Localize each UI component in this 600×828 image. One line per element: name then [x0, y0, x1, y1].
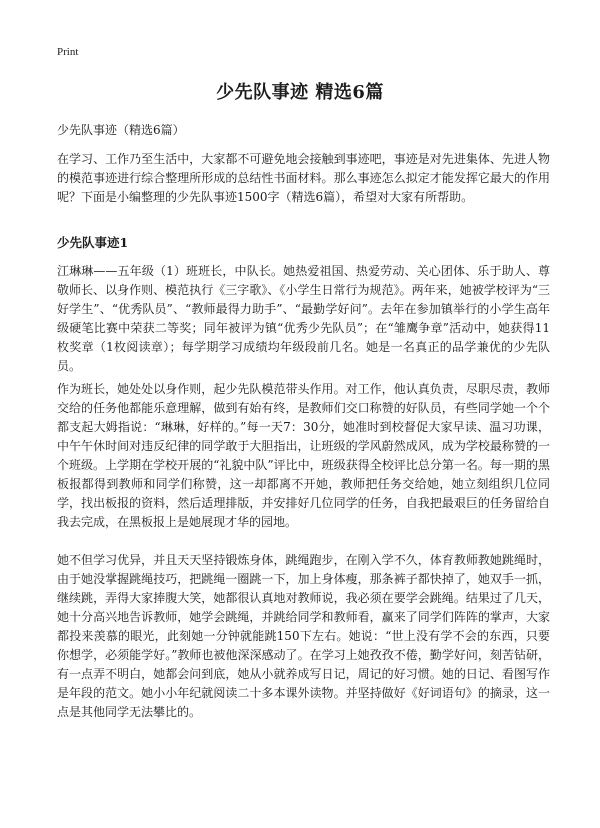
- section-heading: 少先队事迹1: [57, 235, 129, 250]
- document-title: 少先队事迹 精选6篇: [216, 82, 384, 103]
- body-paragraph: 作为班长，她处处以身作则，起少先队模范带头作用。对工作，他认真负责，尽职尽责，教师交给的任务他都能乐意理解，做到有始有终，是教师们交口称赞的好队员，有些同学她一个个都支起大姆指说：“琳琳，好样的。”每一天7：30分，她准时到校督促大家早读、温习功课，中午午休时间对违反纪律的同学敢于大胆指出，让班级的学风蔚然成风，成为学校最称赞的一个班级。上学期在学校开展的“礼貌中队”评比中，班级获得全校评比总分第一名。每一期的黑板报都得到教师和同学们称赞，这一却都离不开她，教师把任务交给她，她立刻组织几位同学，找出板报的资料，然后适理排版，并安排好几位同学的任务，自我把最艰巨的任务留给自我去完成，在黑板报上是她展现才华的园地。: [57, 382, 550, 529]
- body-paragraph: 江琳琳——五年级（1）班班长，中队长。她热爱祖国、热爱劳动、关心团体、乐于助人、尊敬师长、以身作则、模范执行《三字歌》、《小学生日常行为规范》。两年来，她被学校评为“三好学生”、“优秀队员”、“教师最得力助手”、“最勤学好问”。去年在参加镇举行的小学生高年级硬笔比赛中荣获二等奖；同年被评为镇“优秀少先队员”；在“雏鹰争章”活动中，她获得11枚奖章（1枚阅读章）；每学期学习成绩均年级段前几名。她是一名真正的品学兼优的少先队员。: [57, 264, 550, 373]
- print-link[interactable]: Print: [57, 46, 79, 58]
- intro-paragraph: 在学习、工作乃至生活中，大家都不可避免地会接触到事迹吧，事迹是对先进集体、先进人物的模范事迹进行综合整理所形成的总结性书面材料。那么事迹怎么拟定才能发挥它最大的作用呢？下面是小编整理的少先队事迹1500字（精选6篇），希望对大家有所帮助。: [57, 152, 550, 204]
- body-paragraph: 她不但学习优异，并且天天坚持锻炼身体，跳绳跑步，在刚入学不久，体育教师教她跳绳时，由于她没掌握跳绳技巧，把跳绳一圈跳一下，加上身体瘦，那条裤子都快掉了，她双手一抓，继续跳，弄得大家捧腹大笑，她都很认真地对教师说，我必须在要学会跳绳。结果过了几天，她十分高兴地告诉教师，她学会跳绳，并跳给同学和教师看，赢来了同学们阵阵的掌声，大家都投来羡慕的眼光，此刻她一分钟就能跳150下左右。她说：“世上没有学不会的东西，只要你想学，必须能学好。”教师也被他深深感动了。在学习上她孜孜不倦，勤学好问，刻苦钻研，有一点弄不明白，她都会问到底，她从小就养成写日记，周记的好习惯。她的日记、看图写作是年段的范文。她小小年纪就阅读二十多本课外读物。并坚持做好《好词语句》的摘录，这一点是其他同学无法攀比的。: [57, 553, 550, 719]
- document-subtitle: 少先队事迹（精选6篇）: [57, 123, 185, 137]
